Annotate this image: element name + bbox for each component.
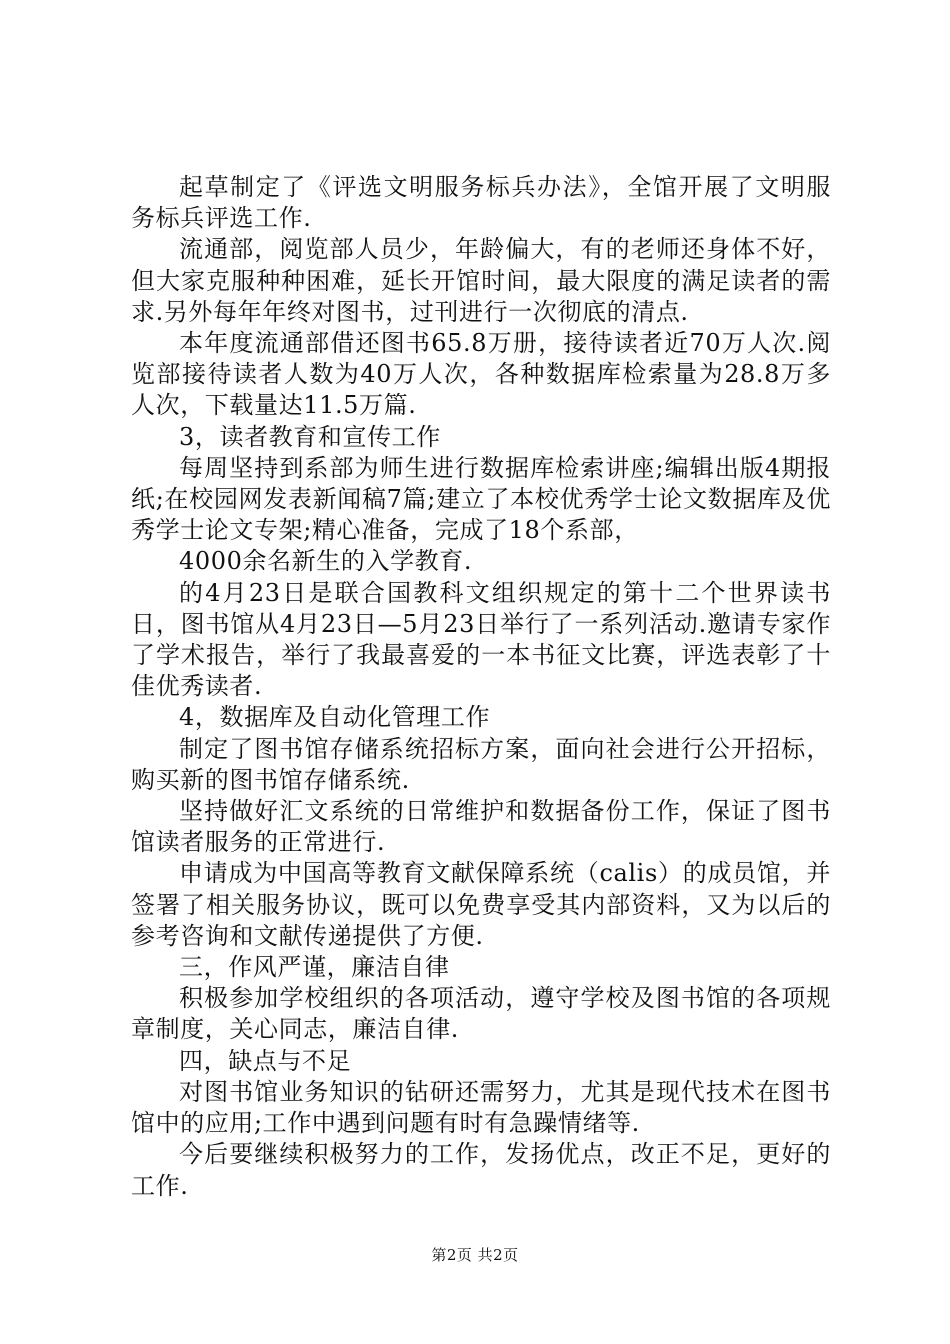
paragraph: 流通部，阅览部人员少，年龄偏大，有的老师还身体不好，但大家克服种种困难，延长开馆时间，最大限度的满足读者的需求.另外每年年终对图书，过刊进行一次彻底的清点. (131, 235, 831, 326)
paragraph: 的4月23日是联合国教科文组织规定的第十二个世界读书日，图书馆从4月23日—5月23日举行了一系列活动.邀请专家作了学术报告，举行了我最喜爱的一本书征文比赛，评选表彰了十佳优秀读者. (131, 578, 831, 701)
paragraph: 对图书馆业务知识的钻研还需努力，尤其是现代技术在图书馆中的应用;工作中遇到问题有时有急躁情绪等. (131, 1077, 831, 1138)
paragraph: 每周坚持到系部为师生进行数据库检索讲座;编辑出版4期报纸;在校园网发表新闻稿7篇;建立了本校优秀学士论文数据库及优秀学士论文专架;精心准备，完成了18个系部， (131, 453, 831, 545)
section-heading: 3，读者教育和宣传工作 (179, 422, 441, 451)
paragraph: 制定了图书馆存储系统招标方案，面向社会进行公开招标，购买新的图书馆存储系统. (131, 734, 831, 794)
paragraph: 坚持做好汇文系统的日常维护和数据备份工作，保证了图书馆读者服务的正常进行. (131, 797, 831, 857)
paragraph: 申请成为中国高等教育文献保障系统（calis）的成员馆，并签署了相关服务协议，既可以免费享受其内部资料，又为以后的参考咨询和文献传递提供了方便. (131, 859, 831, 950)
paragraph: 4000余名新生的入学教育. (179, 547, 473, 576)
page-footer: 第2页 共2页 (431, 1246, 519, 1264)
section-heading: 四，缺点与不足 (179, 1046, 352, 1075)
paragraph: 今后要继续积极努力的工作，发扬优点，改正不足，更好的工作. (131, 1140, 831, 1200)
paragraph: 起草制定了《评选文明服务标兵办法》，全馆开展了文明服务标兵评选工作. (131, 173, 831, 233)
section-heading: 4，数据库及自动化管理工作 (179, 703, 491, 732)
paragraph: 本年度流通部借还图书65.8万册，接待读者近70万人次.阅览部接待读者人数为40万人次，各种数据库检索量为28.8万多人次，下载量达11.5万篇. (131, 329, 831, 420)
document-body (131, 172, 831, 1202)
section-heading: 三，作风严谨，廉洁自律 (179, 953, 450, 982)
paragraph: 积极参加学校组织的各项活动，遵守学校及图书馆的各项规章制度，关心同志，廉洁自律. (131, 984, 831, 1044)
